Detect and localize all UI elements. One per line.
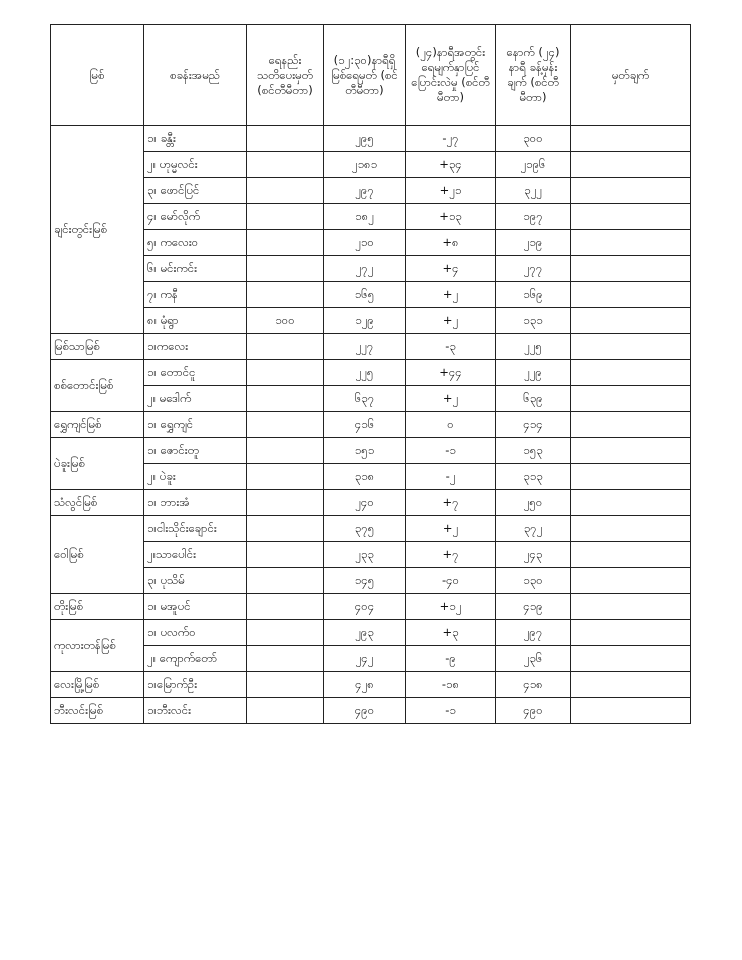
remark-cell (571, 568, 691, 594)
water-level-cell: ၄၀၄ (324, 594, 406, 620)
forecast-24h-cell: ၁၃၀ (496, 568, 571, 594)
station-name-cell: ၂။ ကျောက်တော် (144, 646, 247, 672)
forecast-24h-cell: ၂၃၆ (496, 646, 571, 672)
remark-cell (571, 698, 691, 724)
low-water-warning-cell: ၁၀၀ (247, 308, 324, 334)
water-level-cell: ၂၁၈၁ (324, 152, 406, 178)
header-low-water-warning: ရေနည်း သတိပေးမှတ် (စင်တီမီတာ) (247, 25, 324, 126)
water-level-cell: ၃၁၈ (324, 464, 406, 490)
station-name-cell: ၁။ငါးသိုင်းချောင်း (144, 516, 247, 542)
forecast-24h-cell: ၂၁၉၆ (496, 152, 571, 178)
remark-cell (571, 204, 691, 230)
station-name-cell: ၂။ ပဲခူး (144, 464, 247, 490)
remark-cell (571, 594, 691, 620)
change-24h-cell: -၁၈ (406, 672, 496, 698)
station-name-cell: ၁။ ခန္တီး (144, 126, 247, 152)
remark-cell (571, 178, 691, 204)
river-name: ကုလားတန်မြစ် (51, 620, 144, 672)
water-level-table (50, 24, 691, 724)
change-24h-cell: +၁၃ (406, 204, 496, 230)
station-name-cell: ၁။မြောက်ဦး (144, 672, 247, 698)
remark-cell (571, 334, 691, 360)
table-row (51, 646, 691, 672)
header-24h-change: (၂၄)နာရီအတွင်း ရေမျက်နှာပြင် ပြောင်းလဲမှု (စင်တီမီတာ) (406, 25, 496, 126)
station-name-cell: ၅။ ကလေးဝ (144, 230, 247, 256)
water-level-cell: ၆၃၇ (324, 386, 406, 412)
change-24h-cell: +၇ (406, 542, 496, 568)
water-level-cell: ၁၅၁ (324, 438, 406, 464)
station-name-cell: ၁။ကလေး (144, 334, 247, 360)
remark-cell (571, 464, 691, 490)
forecast-24h-cell: ၂၅၀ (496, 490, 571, 516)
change-24h-cell: +၂ (406, 308, 496, 334)
station-name-cell: ၃။ ပုသိမ် (144, 568, 247, 594)
table-body (51, 126, 691, 724)
change-24h-cell: -၉ (406, 646, 496, 672)
remark-cell (571, 516, 691, 542)
table-row (51, 308, 691, 334)
header-remarks: မှတ်ချက် (571, 25, 691, 126)
remark-cell (571, 672, 691, 698)
remark-cell (571, 152, 691, 178)
low-water-warning-cell (247, 464, 324, 490)
forecast-24h-cell: ၃၂၂ (496, 178, 571, 204)
water-level-cell: ၂၉၇ (324, 178, 406, 204)
low-water-warning-cell (247, 360, 324, 386)
station-name-cell: ၆။ မင်းကင်း (144, 256, 247, 282)
forecast-24h-cell: ၄၁၈ (496, 672, 571, 698)
station-name-cell: ၁။ ရွှေကျင် (144, 412, 247, 438)
low-water-warning-cell (247, 516, 324, 542)
change-24h-cell: +၈ (406, 230, 496, 256)
change-24h-cell: -၃ (406, 334, 496, 360)
river-name: ဘီးလင်းမြစ် (51, 698, 144, 724)
header-water-level: (၁၂:၃၀)နာရီရှိ မြစ်ရေမှတ် (စင်တီမီတာ) (324, 25, 406, 126)
change-24h-cell: ၀ (406, 412, 496, 438)
station-name-cell: ၂။သာပေါင်း (144, 542, 247, 568)
low-water-warning-cell (247, 490, 324, 516)
table-row (51, 334, 691, 360)
remark-cell (571, 256, 691, 282)
table-row (51, 620, 691, 646)
remark-cell (571, 490, 691, 516)
station-name-cell: ၃။ ဖောင်ပြင် (144, 178, 247, 204)
table-row (51, 256, 691, 282)
table-row (51, 412, 691, 438)
change-24h-cell: -၂ (406, 464, 496, 490)
remark-cell (571, 542, 691, 568)
table-row (51, 542, 691, 568)
change-24h-cell: +၂ (406, 386, 496, 412)
table-row (51, 594, 691, 620)
low-water-warning-cell (247, 152, 324, 178)
water-level-cell: ၂၉၅ (324, 126, 406, 152)
station-name-cell: ၇။ ကနီ (144, 282, 247, 308)
station-name-cell: ၁။ မအူပင် (144, 594, 247, 620)
remark-cell (571, 308, 691, 334)
low-water-warning-cell (247, 542, 324, 568)
low-water-warning-cell (247, 594, 324, 620)
remark-cell (571, 438, 691, 464)
forecast-24h-cell: ၃၁၃ (496, 464, 571, 490)
table-row (51, 230, 691, 256)
low-water-warning-cell (247, 672, 324, 698)
forecast-24h-cell: ၄၁၉ (496, 594, 571, 620)
station-name-cell: ၂။ ဟုမ္မလင်း (144, 152, 247, 178)
table-row (51, 282, 691, 308)
change-24h-cell: +၃၄ (406, 152, 496, 178)
low-water-warning-cell (247, 412, 324, 438)
river-name: တိုးမြစ် (51, 594, 144, 620)
header-24h-forecast: နောက် (၂၄) နာရီ ခန့်မှန်းချက် (စင်တီမီတာ) (496, 25, 571, 126)
low-water-warning-cell (247, 282, 324, 308)
water-level-cell: ၁၄၅ (324, 568, 406, 594)
river-name: ဝေါမြစ် (51, 516, 144, 594)
header-river: မြစ် (51, 25, 144, 126)
low-water-warning-cell (247, 334, 324, 360)
remark-cell (571, 230, 691, 256)
forecast-24h-cell: ၂၂၅ (496, 334, 571, 360)
table-row (51, 152, 691, 178)
water-level-cell: ၁၆၅ (324, 282, 406, 308)
water-level-cell: ၂၇၂ (324, 256, 406, 282)
change-24h-cell: +၇ (406, 490, 496, 516)
water-level-cell: ၃၇၅ (324, 516, 406, 542)
remark-cell (571, 282, 691, 308)
low-water-warning-cell (247, 204, 324, 230)
change-24h-cell: +၂ (406, 282, 496, 308)
forecast-24h-cell: ၃၇၂ (496, 516, 571, 542)
change-24h-cell: +၂ (406, 516, 496, 542)
river-name: လေးမြို့မြစ် (51, 672, 144, 698)
change-24h-cell: -၁ (406, 698, 496, 724)
header-station-name: စခန်းအမည် (144, 25, 247, 126)
remark-cell (571, 386, 691, 412)
table-row (51, 516, 691, 542)
table-row (51, 438, 691, 464)
station-name-cell: ၁။ဘီးလင်း (144, 698, 247, 724)
forecast-24h-cell: ၆၃၉ (496, 386, 571, 412)
forecast-24h-cell: ၄၁၄ (496, 412, 571, 438)
table-row (51, 464, 691, 490)
change-24h-cell: +၃ (406, 620, 496, 646)
forecast-24h-cell: ၂၇၇ (496, 256, 571, 282)
forecast-24h-cell: ၁၃၁ (496, 308, 571, 334)
table-row (51, 568, 691, 594)
water-level-cell: ၂၃၃ (324, 542, 406, 568)
low-water-warning-cell (247, 256, 324, 282)
forecast-24h-cell: ၁၉၇ (496, 204, 571, 230)
river-name: မြစ်သာမြစ် (51, 334, 144, 360)
low-water-warning-cell (247, 568, 324, 594)
table-row (51, 672, 691, 698)
remark-cell (571, 646, 691, 672)
remark-cell (571, 412, 691, 438)
low-water-warning-cell (247, 438, 324, 464)
water-level-cell: ၄၂၈ (324, 672, 406, 698)
remark-cell (571, 360, 691, 386)
forecast-24h-cell: ၂၂၉ (496, 360, 571, 386)
water-level-cell: ၂၄၂ (324, 646, 406, 672)
low-water-warning-cell (247, 698, 324, 724)
low-water-warning-cell (247, 178, 324, 204)
forecast-24h-cell: ၂၁၉ (496, 230, 571, 256)
river-name: စစ်တောင်းမြစ် (51, 360, 144, 412)
forecast-24h-cell: ၂၉၇ (496, 620, 571, 646)
water-level-cell: ၂၁၀ (324, 230, 406, 256)
station-name-cell: ၄။ မော်လိုက် (144, 204, 247, 230)
low-water-warning-cell (247, 646, 324, 672)
change-24h-cell: +၁၂ (406, 594, 496, 620)
water-level-cell: ၁၈၂ (324, 204, 406, 230)
river-name: ပဲခူးမြစ် (51, 438, 144, 490)
table-row (51, 698, 691, 724)
table-row (51, 178, 691, 204)
table-row (51, 386, 691, 412)
table-row (51, 490, 691, 516)
forecast-24h-cell: ၂၄၃ (496, 542, 571, 568)
water-level-cell: ၄၁၆ (324, 412, 406, 438)
table-row (51, 204, 691, 230)
change-24h-cell: -၁ (406, 438, 496, 464)
river-name: သံလွင်မြစ် (51, 490, 144, 516)
forecast-24h-cell: ၁၅၃ (496, 438, 571, 464)
remark-cell (571, 620, 691, 646)
change-24h-cell: +၄၄ (406, 360, 496, 386)
low-water-warning-cell (247, 230, 324, 256)
river-name: ချင်းတွင်းမြစ် (51, 126, 144, 334)
station-name-cell: ၂။ မဒေါက် (144, 386, 247, 412)
header-row (51, 25, 691, 126)
change-24h-cell: -၄၀ (406, 568, 496, 594)
forecast-24h-cell: ၄၉၀ (496, 698, 571, 724)
table-row (51, 126, 691, 152)
change-24h-cell: +၄ (406, 256, 496, 282)
water-level-cell: ၄၉၀ (324, 698, 406, 724)
change-24h-cell: -၂၇ (406, 126, 496, 152)
station-name-cell: ၁။ ပလက်ဝ (144, 620, 247, 646)
station-name-cell: ၁။ ဘားအံ (144, 490, 247, 516)
table-row (51, 360, 691, 386)
water-level-cell: ၁၂၉ (324, 308, 406, 334)
station-name-cell: ၁။ ဇောင်းတူ (144, 438, 247, 464)
remark-cell (571, 126, 691, 152)
forecast-24h-cell: ၁၆၉ (496, 282, 571, 308)
low-water-warning-cell (247, 620, 324, 646)
change-24h-cell: +၂၁ (406, 178, 496, 204)
station-name-cell: ၁။ တောင်ငူ (144, 360, 247, 386)
low-water-warning-cell (247, 126, 324, 152)
forecast-24h-cell: ၃၀၀ (496, 126, 571, 152)
station-name-cell: ၈။ မုံရွာ (144, 308, 247, 334)
river-name: ရွှေကျင်မြစ် (51, 412, 144, 438)
water-level-cell: ၂၄၀ (324, 490, 406, 516)
low-water-warning-cell (247, 386, 324, 412)
water-level-cell: ၂၉၃ (324, 620, 406, 646)
water-level-cell: ၂၂၇ (324, 334, 406, 360)
water-level-cell: ၂၂၅ (324, 360, 406, 386)
